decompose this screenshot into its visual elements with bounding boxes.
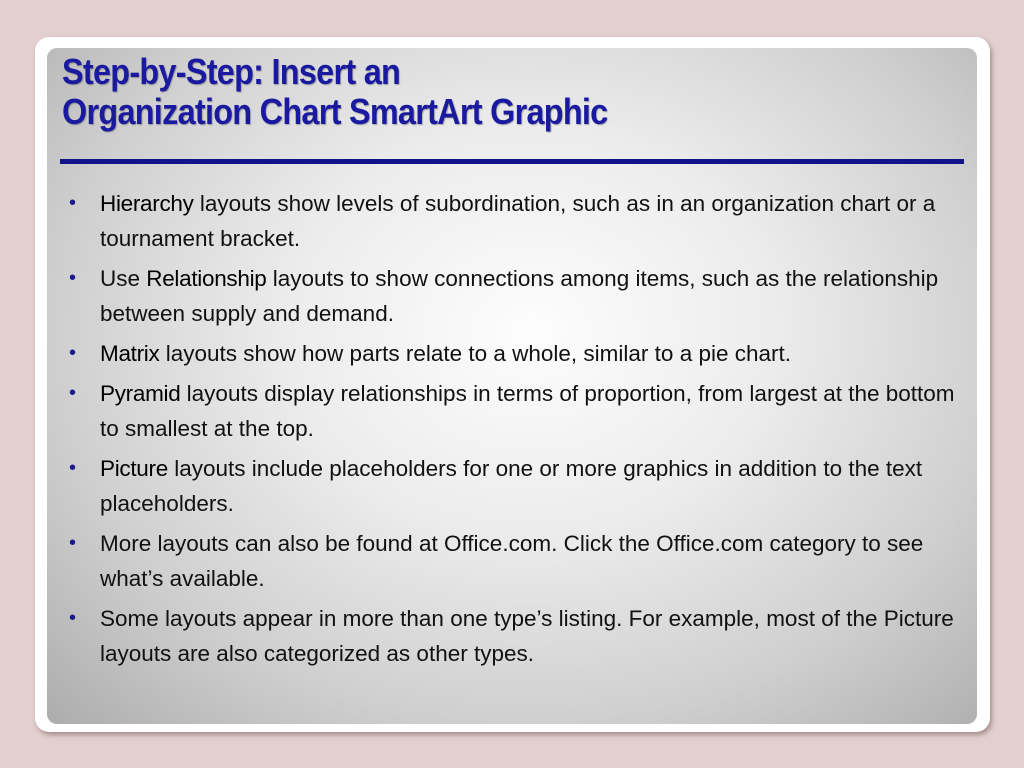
bullet-text: layouts include placeholders for one or more graphics in addition to the text placeholders. (100, 456, 923, 516)
bullet-dot-icon: • (69, 457, 77, 479)
bullet-dot-icon: • (69, 267, 77, 289)
bullet-item-matrix (69, 336, 968, 371)
bullet-item-pyramid (69, 376, 968, 446)
bullet-dot-icon: • (69, 192, 77, 214)
bullet-text: Some layouts appear in more than one type’s listing. For example, most of the Picture layouts are also categorized as other types. (100, 606, 954, 666)
bullet-text: layouts to show connections among items, such as the relationship between supply and demand. (100, 266, 939, 326)
bullet-list (69, 186, 968, 676)
bullet-text: layouts show levels of subordination, such as in an organization chart or a tournament bracket. (100, 191, 936, 251)
bullet-item-multiple-types (69, 601, 968, 671)
bullet-dot-icon: • (69, 382, 77, 404)
bullet-term: Matrix (100, 341, 160, 366)
bullet-dot-icon: • (69, 607, 77, 629)
title-underline-rule (60, 159, 964, 164)
slide-title (62, 52, 872, 132)
bullet-text: layouts display relationships in terms of proportion, from largest at the bottom to smallest at the top. (100, 381, 955, 441)
bullet-item-relationship (69, 261, 968, 331)
bullet-dot-icon: • (69, 342, 77, 364)
bullet-term: Pyramid (100, 381, 181, 406)
bullet-dot-icon: • (69, 532, 77, 554)
bullet-text: More layouts can also be found at Office.com. Click the Office.com category to see what’s available. (100, 531, 924, 591)
bullet-term: Hierarchy (100, 191, 194, 216)
bullet-item-hierarchy (69, 186, 968, 256)
bullet-term: Picture (100, 456, 168, 481)
bullet-item-picture (69, 451, 968, 521)
bullet-text: layouts show how parts relate to a whole, similar to a pie chart. (159, 341, 792, 366)
slide-title-line-2: Organization Chart SmartArt Graphic (62, 91, 608, 132)
bullet-term: Relationship (146, 266, 267, 291)
bullet-prefix: Use (100, 266, 147, 291)
bullet-item-office-com (69, 526, 968, 596)
slide-title-line-1: Step-by-Step: Insert an (62, 51, 401, 92)
